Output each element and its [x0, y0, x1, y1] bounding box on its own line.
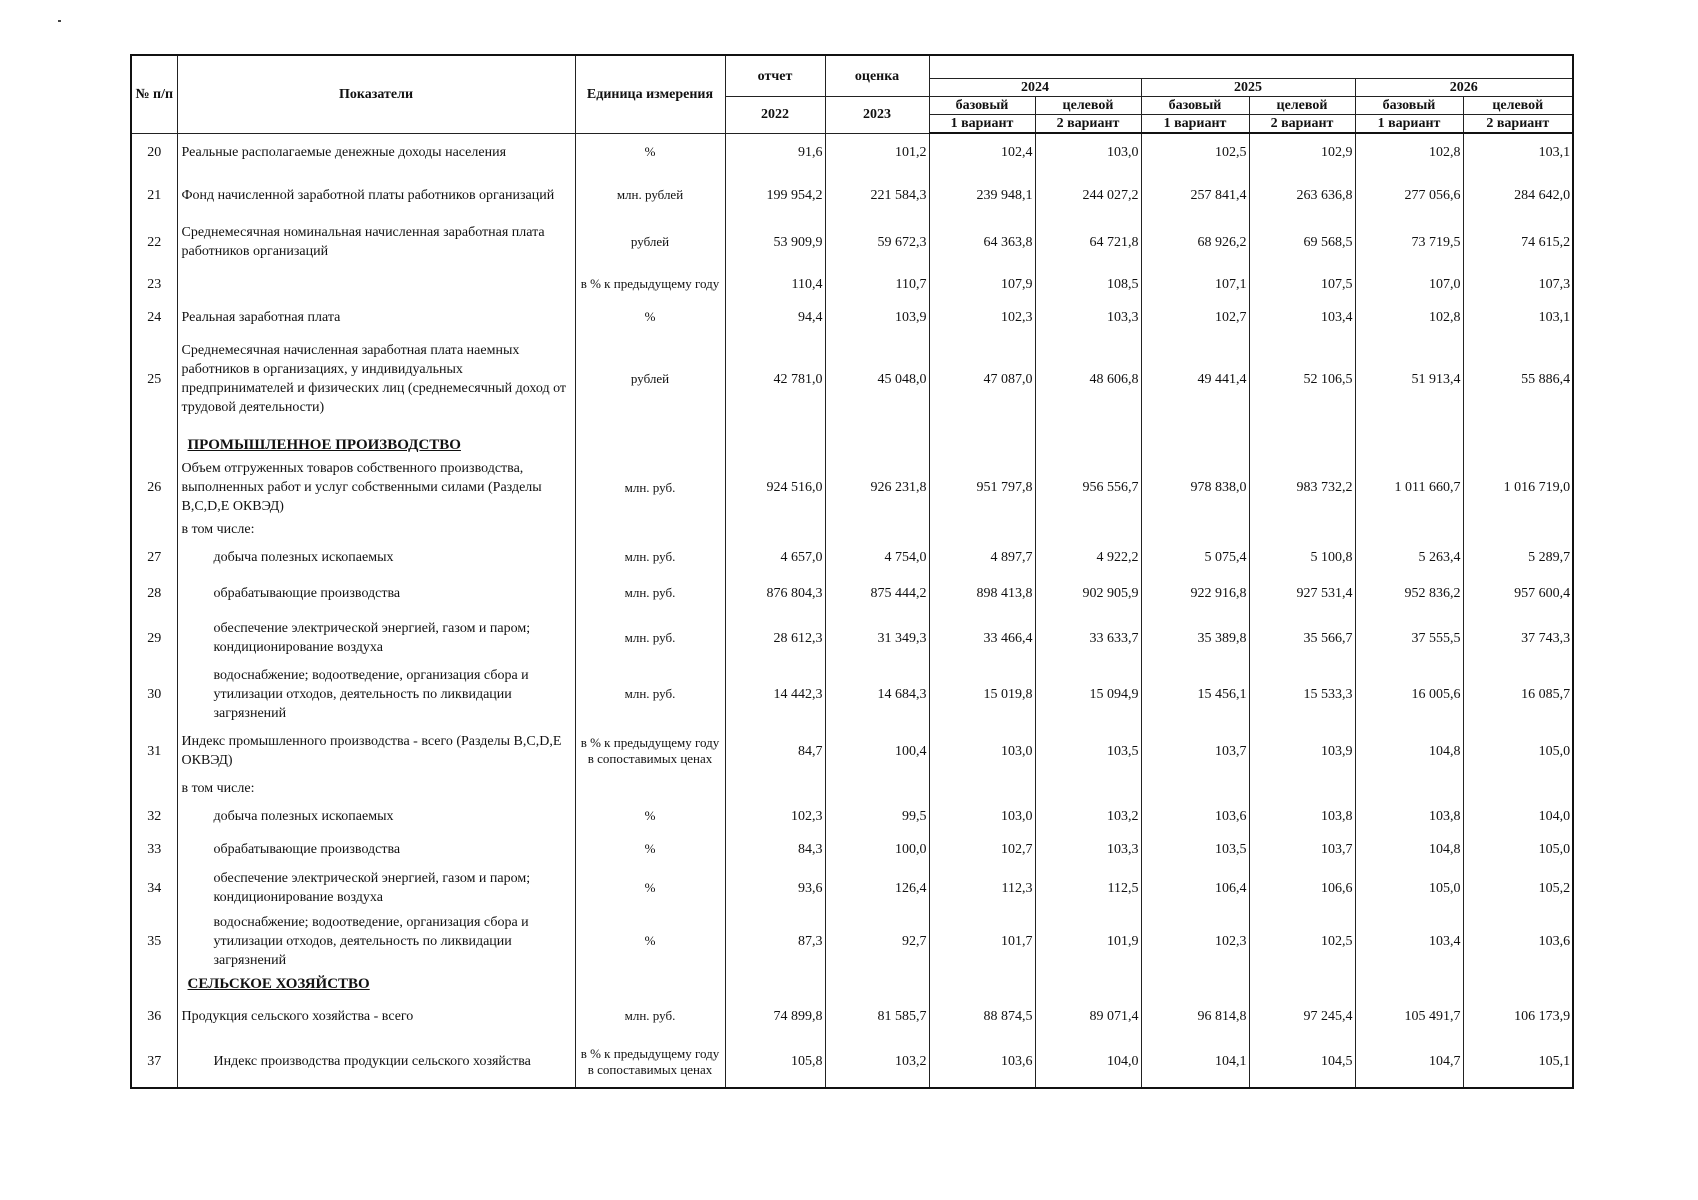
table-row [131, 996, 1573, 1036]
value-estimate-2023: 103,9 [825, 303, 929, 331]
value-base-2024: 15 019,8 [929, 663, 1035, 725]
value-target-2026: 16 085,7 [1463, 663, 1573, 725]
value-base-2024: 88 874,5 [929, 996, 1035, 1036]
header-forecast-band [929, 55, 1573, 79]
indicator-name: водоснабжение; водоотведение, организация сбора и утилизации отходов, деятельность по ликвидации загрязнений [177, 910, 575, 972]
value-target-2026: 103,1 [1463, 133, 1573, 171]
value-report-2022: 53 909,9 [725, 219, 825, 265]
value-base-2025: 257 841,4 [1141, 171, 1249, 219]
indicator-name: обеспечение электрической энергией, газом и паром; кондиционирование воздуха [177, 866, 575, 910]
value-base-2025: 103,6 [1141, 800, 1249, 832]
value-target-2026: 1 016 719,0 [1463, 457, 1573, 518]
unit-cell: млн. руб. [575, 613, 725, 663]
value-report-2022: 4 657,0 [725, 541, 825, 573]
value-base-2025: 15 456,1 [1141, 663, 1249, 725]
table-row [131, 171, 1573, 219]
including-label: в том числе: [177, 777, 575, 800]
value-base-2025: 49 441,4 [1141, 331, 1249, 427]
value-base-2026: 952 836,2 [1355, 573, 1463, 613]
table-body [131, 133, 1573, 1088]
value-target-2024: 4 922,2 [1035, 541, 1141, 573]
value-base-2024: 103,0 [929, 800, 1035, 832]
value-base-2024: 102,4 [929, 133, 1035, 171]
indicator-name: Индекс производства продукции сельского хозяйства [177, 1036, 575, 1088]
value-base-2026: 105,0 [1355, 866, 1463, 910]
value-estimate-2023: 110,7 [825, 265, 929, 303]
value-estimate-2023: 92,7 [825, 910, 929, 972]
value-base-2025: 106,4 [1141, 866, 1249, 910]
section-row [131, 427, 1573, 457]
value-base-2024: 47 087,0 [929, 331, 1035, 427]
value-target-2024: 104,0 [1035, 1036, 1141, 1088]
value-base-2026: 104,7 [1355, 1036, 1463, 1088]
value-target-2025: 103,9 [1249, 725, 1355, 777]
value-target-2026: 105,0 [1463, 832, 1573, 866]
value-estimate-2023: 45 048,0 [825, 331, 929, 427]
value-base-2026: 105 491,7 [1355, 996, 1463, 1036]
value-target-2025: 5 100,8 [1249, 541, 1355, 573]
value-base-2026: 102,8 [1355, 133, 1463, 171]
row-number: 35 [131, 910, 177, 972]
row-number: 28 [131, 573, 177, 613]
value-target-2024: 33 633,7 [1035, 613, 1141, 663]
value-target-2026: 103,1 [1463, 303, 1573, 331]
value-base-2026: 104,8 [1355, 832, 1463, 866]
value-base-2024: 4 897,7 [929, 541, 1035, 573]
table-row [131, 910, 1573, 972]
value-target-2024: 108,5 [1035, 265, 1141, 303]
value-estimate-2023: 59 672,3 [825, 219, 929, 265]
header-estimate: оценка [825, 55, 929, 97]
value-base-2024: 103,0 [929, 725, 1035, 777]
section-agriculture: СЕЛЬСКОЕ ХОЗЯЙСТВО [177, 972, 575, 996]
value-report-2022: 110,4 [725, 265, 825, 303]
header-year-2025: 2025 [1141, 79, 1355, 97]
table-row [131, 457, 1573, 518]
value-report-2022: 105,8 [725, 1036, 825, 1088]
row-number: 34 [131, 866, 177, 910]
value-report-2022: 28 612,3 [725, 613, 825, 663]
value-report-2022: 42 781,0 [725, 331, 825, 427]
value-target-2026: 106 173,9 [1463, 996, 1573, 1036]
table-row [131, 613, 1573, 663]
value-target-2025: 102,9 [1249, 133, 1355, 171]
value-estimate-2023: 100,0 [825, 832, 929, 866]
value-base-2024: 951 797,8 [929, 457, 1035, 518]
unit-cell: рублей [575, 331, 725, 427]
table-row [131, 573, 1573, 613]
value-base-2024: 239 948,1 [929, 171, 1035, 219]
value-base-2025: 96 814,8 [1141, 996, 1249, 1036]
value-base-2025: 922 916,8 [1141, 573, 1249, 613]
value-target-2025: 103,4 [1249, 303, 1355, 331]
value-target-2026: 105,0 [1463, 725, 1573, 777]
unit-cell: млн. руб. [575, 541, 725, 573]
row-number: 24 [131, 303, 177, 331]
unit-cell: % [575, 133, 725, 171]
value-target-2024: 956 556,7 [1035, 457, 1141, 518]
value-target-2025: 107,5 [1249, 265, 1355, 303]
table-header [131, 55, 1573, 133]
value-target-2026: 74 615,2 [1463, 219, 1573, 265]
unit-cell: в % к предыдущему году в сопоставимых ценах [575, 725, 725, 777]
value-base-2024: 102,3 [929, 303, 1035, 331]
value-estimate-2023: 100,4 [825, 725, 929, 777]
value-report-2022: 87,3 [725, 910, 825, 972]
section-industry: ПРОМЫШЛЕННОЕ ПРОИЗВОДСТВО [177, 427, 575, 457]
section-row [131, 972, 1573, 996]
value-base-2025: 978 838,0 [1141, 457, 1249, 518]
value-estimate-2023: 99,5 [825, 800, 929, 832]
indicator-name: обрабатывающие производства [177, 573, 575, 613]
value-base-2024: 64 363,8 [929, 219, 1035, 265]
indicator-name: Фонд начисленной заработной платы работников организаций [177, 171, 575, 219]
row-number: 37 [131, 1036, 177, 1088]
value-base-2026: 1 011 660,7 [1355, 457, 1463, 518]
unit-cell: % [575, 832, 725, 866]
table-row [131, 541, 1573, 573]
value-target-2025: 69 568,5 [1249, 219, 1355, 265]
forecast-sheet [130, 54, 1572, 1089]
row-number: 36 [131, 996, 177, 1036]
value-base-2025: 35 389,8 [1141, 613, 1249, 663]
value-estimate-2023: 4 754,0 [825, 541, 929, 573]
row-number: 32 [131, 800, 177, 832]
value-target-2026: 104,0 [1463, 800, 1573, 832]
row-number: 27 [131, 541, 177, 573]
value-estimate-2023: 875 444,2 [825, 573, 929, 613]
header-year-2026: 2026 [1355, 79, 1573, 97]
header-base-2025: базовый [1141, 97, 1249, 115]
row-number: 29 [131, 613, 177, 663]
value-estimate-2023: 926 231,8 [825, 457, 929, 518]
indicator-name: Индекс промышленного производства - всего (Разделы B,C,D,E ОКВЭД) [177, 725, 575, 777]
table-row [131, 219, 1573, 265]
table-row [131, 1036, 1573, 1088]
note-row [131, 518, 1573, 541]
value-base-2024: 102,7 [929, 832, 1035, 866]
value-base-2026: 5 263,4 [1355, 541, 1463, 573]
value-base-2024: 107,9 [929, 265, 1035, 303]
value-target-2024: 89 071,4 [1035, 996, 1141, 1036]
row-number: 31 [131, 725, 177, 777]
value-base-2026: 37 555,5 [1355, 613, 1463, 663]
table-row [131, 303, 1573, 331]
table-row [131, 866, 1573, 910]
row-number: 22 [131, 219, 177, 265]
row-number: 25 [131, 331, 177, 427]
row-number: 30 [131, 663, 177, 725]
value-report-2022: 102,3 [725, 800, 825, 832]
value-report-2022: 91,6 [725, 133, 825, 171]
value-base-2026: 16 005,6 [1355, 663, 1463, 725]
value-target-2025: 97 245,4 [1249, 996, 1355, 1036]
row-number: 26 [131, 457, 177, 518]
value-target-2025: 15 533,3 [1249, 663, 1355, 725]
header-v1-2025: 1 вариант [1141, 115, 1249, 134]
value-base-2024: 101,7 [929, 910, 1035, 972]
value-target-2024: 103,2 [1035, 800, 1141, 832]
value-base-2024: 33 466,4 [929, 613, 1035, 663]
value-target-2025: 103,7 [1249, 832, 1355, 866]
value-target-2024: 103,3 [1035, 832, 1141, 866]
value-target-2024: 48 606,8 [1035, 331, 1141, 427]
unit-cell: млн. руб. [575, 457, 725, 518]
indicator-name: Среднемесячная начисленная заработная плата наемных работников в организациях, у индивидуальных предпринимателей и физических лиц (среднемесячный доход от трудовой деятельности) [177, 331, 575, 427]
value-base-2025: 68 926,2 [1141, 219, 1249, 265]
value-target-2026: 55 886,4 [1463, 331, 1573, 427]
header-indicator: Показатели [177, 55, 575, 133]
value-estimate-2023: 31 349,3 [825, 613, 929, 663]
header-base-2026: базовый [1355, 97, 1463, 115]
value-base-2024: 898 413,8 [929, 573, 1035, 613]
row-number: 21 [131, 171, 177, 219]
header-v2-2026: 2 вариант [1463, 115, 1573, 134]
value-report-2022: 94,4 [725, 303, 825, 331]
header-v1-2026: 1 вариант [1355, 115, 1463, 134]
note-row [131, 777, 1573, 800]
value-base-2025: 104,1 [1141, 1036, 1249, 1088]
unit-cell: в % к предыдущему году в сопоставимых ценах [575, 1036, 725, 1088]
value-estimate-2023: 103,2 [825, 1036, 929, 1088]
value-target-2024: 103,3 [1035, 303, 1141, 331]
forecast-table [130, 54, 1574, 1089]
value-target-2024: 103,5 [1035, 725, 1141, 777]
unit-cell: % [575, 910, 725, 972]
value-base-2026: 103,8 [1355, 800, 1463, 832]
indicator-name: Объем отгруженных товаров собственного производства, выполненных работ и услуг собственными силами (Разделы B,C,D,E ОКВЭД) [177, 457, 575, 518]
value-target-2024: 64 721,8 [1035, 219, 1141, 265]
indicator-name: добыча полезных ископаемых [177, 541, 575, 573]
table-row [131, 133, 1573, 171]
indicator-name: обрабатывающие производства [177, 832, 575, 866]
indicator-name: добыча полезных ископаемых [177, 800, 575, 832]
scan-speck [58, 20, 61, 22]
value-target-2025: 103,8 [1249, 800, 1355, 832]
value-base-2025: 103,7 [1141, 725, 1249, 777]
unit-cell: в % к предыдущему году [575, 265, 725, 303]
value-estimate-2023: 14 684,3 [825, 663, 929, 725]
value-base-2026: 51 913,4 [1355, 331, 1463, 427]
value-estimate-2023: 221 584,3 [825, 171, 929, 219]
value-target-2024: 902 905,9 [1035, 573, 1141, 613]
value-target-2025: 52 106,5 [1249, 331, 1355, 427]
unit-cell: % [575, 800, 725, 832]
unit-cell: % [575, 866, 725, 910]
value-base-2025: 103,5 [1141, 832, 1249, 866]
value-target-2025: 35 566,7 [1249, 613, 1355, 663]
indicator-name: Среднемесячная номинальная начисленная заработная плата работников организаций [177, 219, 575, 265]
value-target-2026: 957 600,4 [1463, 573, 1573, 613]
table-row [131, 265, 1573, 303]
table-row [131, 832, 1573, 866]
header-year-2023: 2023 [825, 97, 929, 134]
value-report-2022: 876 804,3 [725, 573, 825, 613]
value-target-2026: 105,1 [1463, 1036, 1573, 1088]
value-base-2026: 73 719,5 [1355, 219, 1463, 265]
value-base-2025: 102,3 [1141, 910, 1249, 972]
value-target-2025: 104,5 [1249, 1036, 1355, 1088]
value-report-2022: 14 442,3 [725, 663, 825, 725]
value-base-2025: 102,5 [1141, 133, 1249, 171]
value-estimate-2023: 126,4 [825, 866, 929, 910]
header-target-2024: целевой [1035, 97, 1141, 115]
value-report-2022: 199 954,2 [725, 171, 825, 219]
unit-cell: млн. руб. [575, 573, 725, 613]
unit-cell: млн. руб. [575, 663, 725, 725]
indicator-name: обеспечение электрической энергией, газом и паром; кондиционирование воздуха [177, 613, 575, 663]
table-row [131, 331, 1573, 427]
header-v2-2024: 2 вариант [1035, 115, 1141, 134]
header-year-2022: 2022 [725, 97, 825, 134]
value-report-2022: 93,6 [725, 866, 825, 910]
header-v2-2025: 2 вариант [1249, 115, 1355, 134]
value-target-2026: 103,6 [1463, 910, 1573, 972]
value-base-2025: 102,7 [1141, 303, 1249, 331]
header-target-2025: целевой [1249, 97, 1355, 115]
value-target-2025: 102,5 [1249, 910, 1355, 972]
table-row [131, 800, 1573, 832]
indicator-name: Продукция сельского хозяйства - всего [177, 996, 575, 1036]
unit-cell: млн. руб. [575, 996, 725, 1036]
including-label: в том числе: [177, 518, 575, 541]
value-target-2026: 107,3 [1463, 265, 1573, 303]
row-number: 20 [131, 133, 177, 171]
value-base-2025: 5 075,4 [1141, 541, 1249, 573]
value-base-2024: 112,3 [929, 866, 1035, 910]
header-report: отчет [725, 55, 825, 97]
value-target-2026: 284 642,0 [1463, 171, 1573, 219]
unit-cell: рублей [575, 219, 725, 265]
header-target-2026: целевой [1463, 97, 1573, 115]
value-target-2024: 15 094,9 [1035, 663, 1141, 725]
header-unit: Единица измерения [575, 55, 725, 133]
indicator-name: водоснабжение; водоотведение, организация сбора и утилизации отходов, деятельность по ликвидации загрязнений [177, 663, 575, 725]
value-target-2024: 112,5 [1035, 866, 1141, 910]
value-target-2024: 101,9 [1035, 910, 1141, 972]
header-num: № п/п [131, 55, 177, 133]
value-target-2026: 105,2 [1463, 866, 1573, 910]
value-target-2024: 244 027,2 [1035, 171, 1141, 219]
value-report-2022: 84,7 [725, 725, 825, 777]
value-target-2026: 5 289,7 [1463, 541, 1573, 573]
value-base-2026: 107,0 [1355, 265, 1463, 303]
value-target-2024: 103,0 [1035, 133, 1141, 171]
value-report-2022: 74 899,8 [725, 996, 825, 1036]
header-base-2024: базовый [929, 97, 1035, 115]
row-number: 33 [131, 832, 177, 866]
table-row [131, 725, 1573, 777]
value-target-2025: 927 531,4 [1249, 573, 1355, 613]
header-v1-2024: 1 вариант [929, 115, 1035, 134]
value-base-2024: 103,6 [929, 1036, 1035, 1088]
value-target-2026: 37 743,3 [1463, 613, 1573, 663]
value-target-2025: 106,6 [1249, 866, 1355, 910]
value-target-2025: 263 636,8 [1249, 171, 1355, 219]
unit-cell: млн. рублей [575, 171, 725, 219]
unit-cell: % [575, 303, 725, 331]
table-row [131, 663, 1573, 725]
value-estimate-2023: 81 585,7 [825, 996, 929, 1036]
value-estimate-2023: 101,2 [825, 133, 929, 171]
value-base-2026: 103,4 [1355, 910, 1463, 972]
value-base-2026: 104,8 [1355, 725, 1463, 777]
indicator-name [177, 265, 575, 303]
value-base-2026: 102,8 [1355, 303, 1463, 331]
value-base-2026: 277 056,6 [1355, 171, 1463, 219]
value-target-2025: 983 732,2 [1249, 457, 1355, 518]
value-base-2025: 107,1 [1141, 265, 1249, 303]
value-report-2022: 84,3 [725, 832, 825, 866]
value-report-2022: 924 516,0 [725, 457, 825, 518]
indicator-name: Реальная заработная плата [177, 303, 575, 331]
indicator-name: Реальные располагаемые денежные доходы населения [177, 133, 575, 171]
row-number: 23 [131, 265, 177, 303]
header-year-2024: 2024 [929, 79, 1141, 97]
